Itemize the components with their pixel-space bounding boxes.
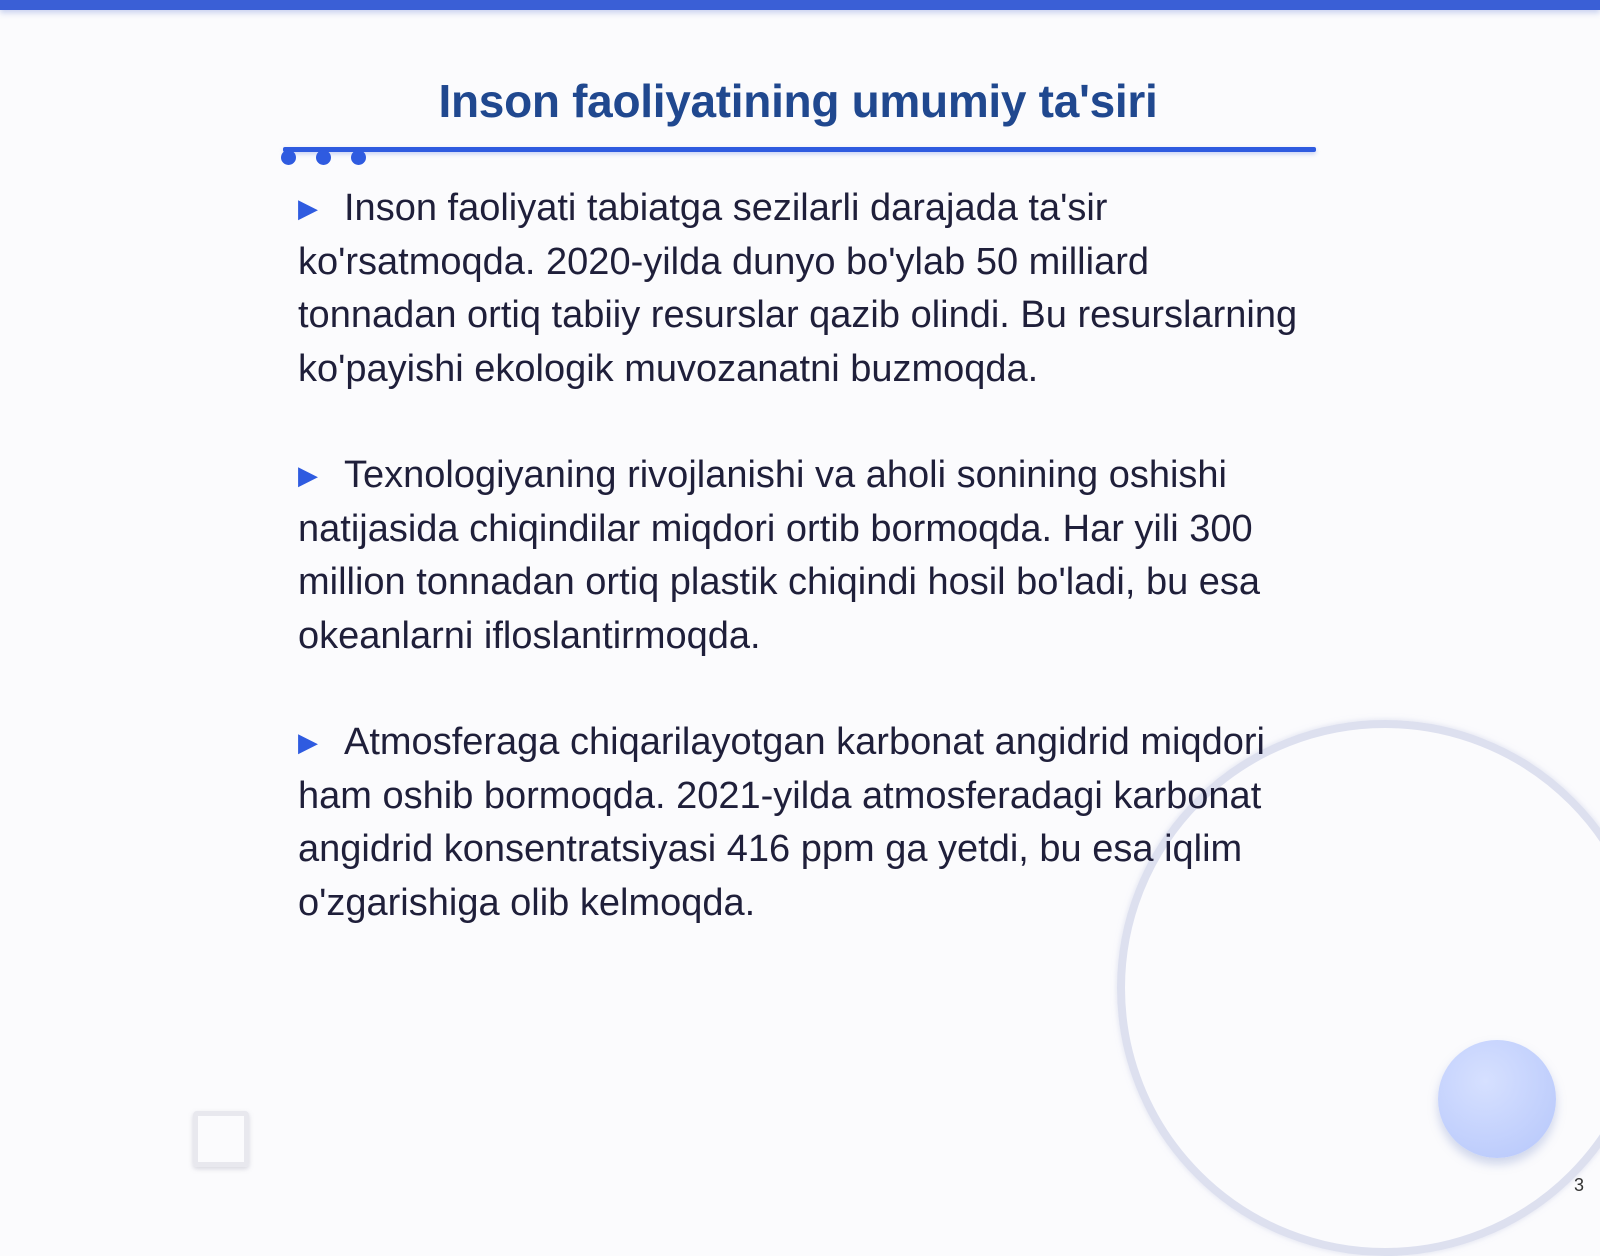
bullet-arrow-icon: ▶: [298, 460, 318, 490]
bullet-arrow-icon: ▶: [298, 727, 318, 757]
title-dot: [351, 150, 366, 165]
bullet-text: Atmosferaga chiqarilayotgan karbonat angidrid miqdori ham oshib bormoqda. 2021-yilda atmosferadagi karbonat angidrid konsentratsiyasi 416 ppm ga yetdi, bu esa iqlim o'zgarishiga olib kelmoqda.: [298, 721, 1265, 924]
bullet-text: Texnologiyaning rivojlanishi va aholi sonining oshishi natijasida chiqindilar miqdori ortib bormoqda. Har yili 300 million tonnadan ortiq plastik chiqindi hosil bo'ladi, bu esa okeanlarni ifloslantirmoqda.: [298, 454, 1261, 657]
page-number: 3: [1573, 1175, 1584, 1195]
bullet-text: Inson faoliyati tabiatga sezilarli darajada ta'sir ko'rsatmoqda. 2020-yilda dunyo bo'ylab 50 milliard tonnadan ortiq tabiiy resurslar qazib olindi. Bu resurslarning ko'payishi ekologik muvozanatni buzmoqda.: [298, 187, 1298, 390]
bullet-arrow-icon: ▶: [298, 193, 318, 223]
title-underline: [283, 147, 1316, 152]
bullet-list: [298, 182, 1318, 983]
bullet-item: [298, 449, 1318, 663]
top-accent-bar: [0, 0, 1600, 10]
decorative-circle: [1438, 1040, 1556, 1158]
bullet-item: [298, 716, 1318, 930]
title-dot: [316, 150, 331, 165]
decorative-square: [193, 1111, 249, 1167]
title-dot: [281, 150, 296, 165]
slide-title: Inson faoliyatining umumiy ta'siri: [438, 75, 1158, 127]
bullet-item: [298, 182, 1318, 396]
